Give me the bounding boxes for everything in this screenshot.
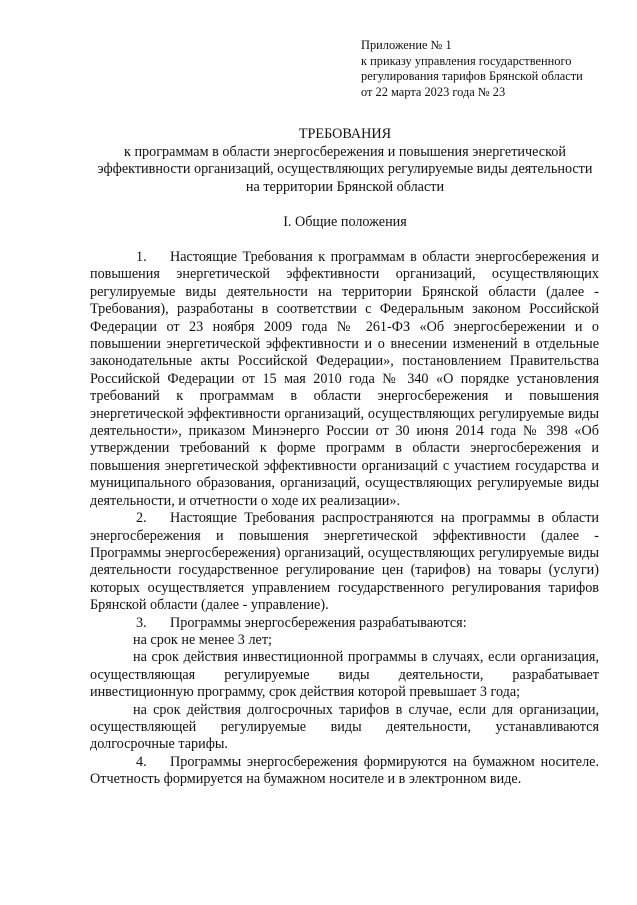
paragraph-text: Настоящие Требования к программам в области энергосбережения и повышения энергетической эффективности организаций, осуществляющих регулируемые виды деятельности на территории Брянской области (далее - Требования), разработаны в соответствии с Федеральным законом Российской Федерации от 23 ноября 2009 года № 261-ФЗ «Об энергосбережении и о повышении энергетической эффективности и о внесении изменений в отдельные законодательные акты Российской Федерации», постановлением Правительства Российской Федерации от 15 мая 2010 года № 340 «О порядке установления требований к программам в области энергосбережения и повышения энергетической эффективности организаций, осуществляющих регулируемые виды деятельности», приказом Минэнерго России от 30 июня 2014 года № 398 «Об утверждении требований к форме программ в области энергосбережения и повышения энергетической эффективности организаций с участием государства и муниципального образования, организаций, осуществляющих регулируемые виды деятельности, и отчетности о ходе их реализации». [90,249,599,509]
paragraph-text: Программы энергосбережения формируются на бумажном носителе. Отчетность формируется на бумажном носителе и в электронном виде. [90,753,599,788]
paragraph-4 [90,754,599,789]
document-title-block [90,126,600,196]
document-body [90,249,599,789]
paragraph-number: 4. [136,753,147,770]
paragraph-number: 3. [136,614,147,631]
annex-line: к приказу управления государственного [361,53,572,68]
annex-line: от 22 марта 2023 года № 23 [361,84,506,99]
document-subtitle: к программам в области энергосбережения и повышения энергетической эффективности организаций, осуществляющих регулируемые виды деятельности на территории Брянской области [97,143,593,195]
paragraph-text: Настоящие Требования распространяются на программы в области энергосбережения и повышения энергетической эффективности (далее - Программы энергосбережения) организаций, осуществляющих регулируемые виды деятельности государственное регулирование цен (тарифов) на товары (услуги) которых осуществляется управлением государственного регулирования тарифов Брянской области (далее - управление). [90,510,599,614]
paragraph-3 [90,615,599,632]
subitem: на срок не менее 3 лет; [133,631,272,648]
paragraph-number: 2. [136,510,147,527]
annex-line: Приложение № 1 [361,38,452,52]
paragraph-2 [90,510,599,614]
subitem: на срок действия инвестиционной программы в случаях, если организация, осуществляющая регулируемые виды деятельности, разрабатывает инвестиционную программу, срок действия которой превышает 3 года; [90,649,599,701]
section-heading: I. Общие положения [283,214,407,230]
paragraph-1 [90,249,599,510]
subitem: на срок действия долгосрочных тарифов в случае, если для организации, осуществляющей регулируемые виды деятельности, устанавливаются долгосрочные тарифы. [90,701,599,753]
paragraph-text: Программы энергосбережения разрабатываются: [170,614,467,631]
paragraph-number: 1. [136,249,147,265]
annex-line: регулирования тарифов Брянской области [361,69,583,84]
document-title: ТРЕБОВАНИЯ [298,126,392,142]
annex-header [361,38,621,100]
